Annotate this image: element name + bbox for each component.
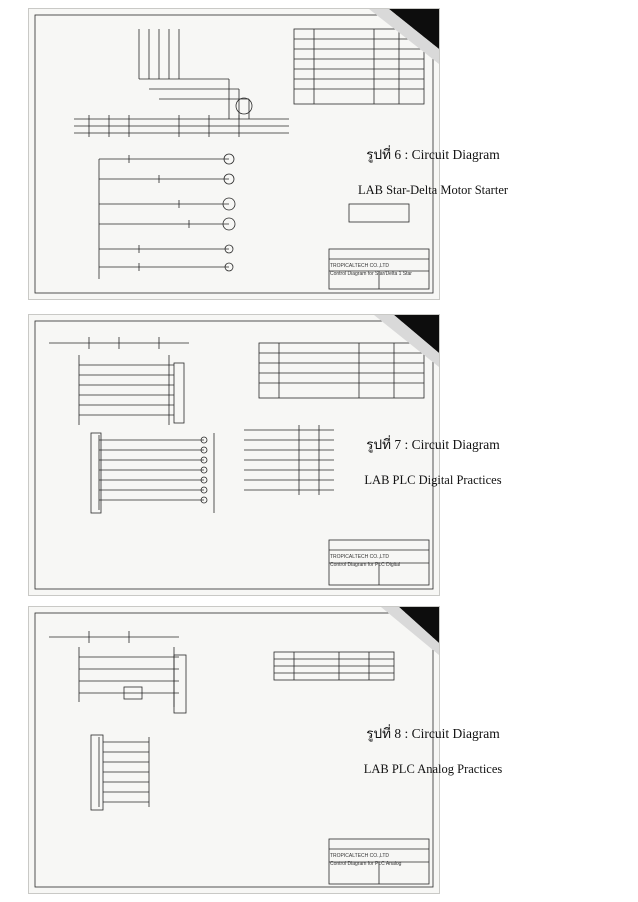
caption-subtitle-6: LAB Star-Delta Motor Starter: [357, 183, 509, 197]
title-block-title-3: Control Diagram for PLC Analog: [330, 861, 402, 867]
figure-caption-8: [318, 722, 548, 777]
caption-subtitle-7: LAB PLC Digital Practices: [364, 473, 502, 487]
title-block-3: [330, 852, 434, 868]
title-block-company-2: TROPICALTECH CO.,LTD: [330, 554, 389, 560]
title-block-1: [330, 262, 434, 278]
caption-title-8: รูปที่ 8 : Circuit Diagram: [366, 726, 500, 741]
figure-caption-7: [318, 433, 548, 488]
title-block-company-3: TROPICALTECH CO.,LTD: [330, 853, 389, 859]
title-block-title-1: Control Diagram for Star/Delta 1 Star: [330, 271, 412, 277]
caption-title-7: รูปที่ 7 : Circuit Diagram: [366, 437, 500, 452]
figure-caption-6: [318, 143, 548, 198]
title-block-2: [330, 553, 434, 569]
caption-subtitle-8: LAB PLC Analog Practices: [363, 762, 503, 776]
caption-title-6: รูปที่ 6 : Circuit Diagram: [366, 147, 500, 162]
title-block-company-1: TROPICALTECH CO.,LTD: [330, 263, 389, 269]
title-block-title-2: Control Diagram for PLC Digital: [330, 562, 401, 568]
